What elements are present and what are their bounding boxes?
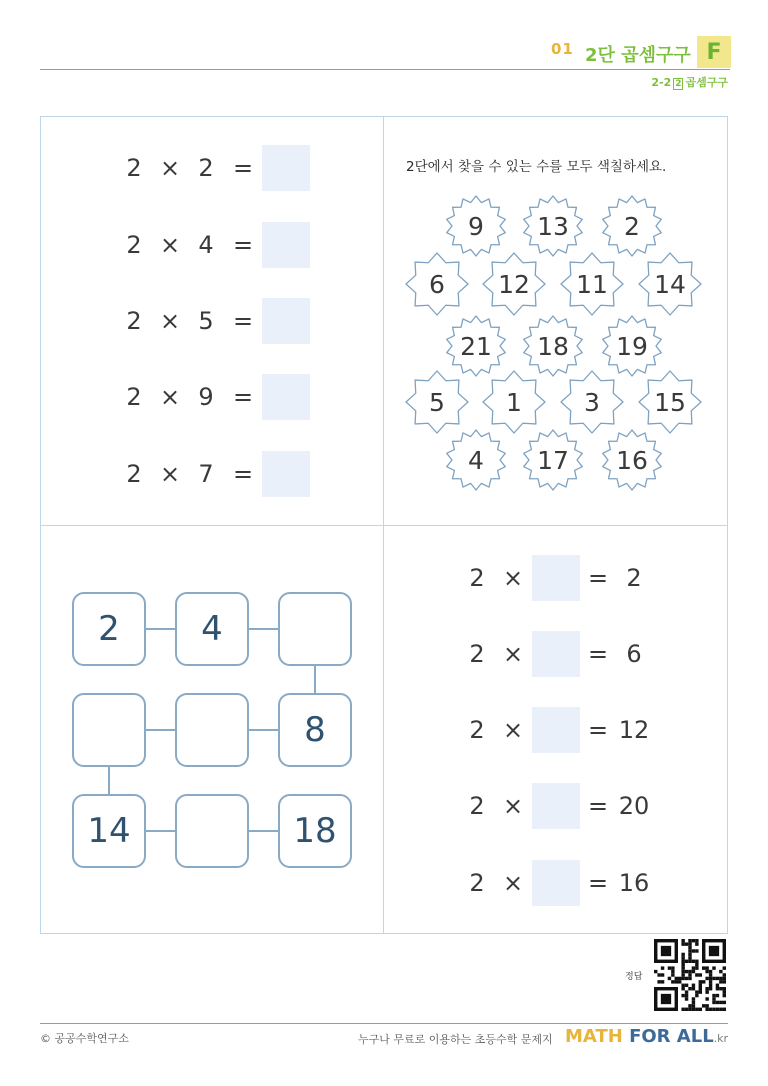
factor-b: 5: [198, 307, 214, 335]
star-number: 18: [537, 331, 569, 361]
path-cell-blank[interactable]: [175, 693, 249, 767]
level-badge: F: [697, 36, 731, 68]
times-sign: ×: [502, 792, 524, 820]
product: 20: [618, 792, 650, 820]
product: 2: [626, 564, 642, 592]
number-star[interactable]: [522, 315, 584, 377]
number-star[interactable]: [406, 253, 468, 315]
product: 16: [618, 869, 650, 897]
equation-row: [110, 145, 320, 191]
star-number: 19: [616, 331, 648, 361]
path-cell-blank[interactable]: [278, 592, 352, 666]
worksheet-title: 2단 곱셈구구: [585, 45, 691, 66]
path-cell-blank[interactable]: [175, 794, 249, 868]
star-number: 9: [468, 211, 484, 241]
equals-sign: =: [232, 231, 254, 259]
product: 12: [618, 716, 650, 744]
copyright-text: © 공공수학연구소: [40, 1032, 129, 1045]
equation-row: [110, 222, 320, 268]
times-sign: ×: [159, 460, 181, 488]
equation-row: [110, 298, 320, 344]
number-star[interactable]: [561, 253, 623, 315]
answer-box[interactable]: [532, 631, 580, 677]
equals-sign: =: [587, 564, 609, 592]
star-number: 17: [537, 445, 569, 475]
subtitle-prefix: 2-2: [651, 76, 672, 89]
answer-box[interactable]: [262, 222, 310, 268]
number-star[interactable]: [639, 253, 701, 315]
connector-line: [108, 766, 110, 795]
connector-line: [314, 665, 316, 694]
star-number: 2: [624, 211, 640, 241]
brand-part-forall: FOR ALL: [629, 1026, 714, 1047]
star-number: 5: [429, 387, 445, 417]
number-star[interactable]: [483, 253, 545, 315]
connector-line: [146, 729, 176, 731]
factor-a: 2: [126, 460, 142, 488]
star-number: 11: [576, 269, 608, 299]
number-star[interactable]: [445, 429, 507, 491]
factor-b: 9: [198, 383, 214, 411]
times-sign: ×: [502, 716, 524, 744]
answer-box[interactable]: [532, 707, 580, 753]
answer-box[interactable]: [262, 451, 310, 497]
number-star[interactable]: [445, 195, 507, 257]
star-number: 3: [584, 387, 600, 417]
brand-part-domain: .kr: [713, 1032, 729, 1045]
answer-label: 정답: [625, 972, 643, 982]
path-cell-blank[interactable]: [72, 693, 146, 767]
star-number: 4: [468, 445, 484, 475]
number-star[interactable]: [601, 429, 663, 491]
path-cell: 4: [175, 592, 249, 666]
footer-description: 누구나 무료로 이용하는 초등수학 문제지: [358, 1033, 553, 1046]
factor-b: 4: [198, 231, 214, 259]
equation-row: [455, 555, 675, 601]
times-sign: ×: [159, 231, 181, 259]
number-star[interactable]: [601, 315, 663, 377]
answer-box[interactable]: [532, 555, 580, 601]
times-sign: ×: [502, 640, 524, 668]
number-star[interactable]: [406, 371, 468, 433]
subtitle-suffix: 곱셈구구: [685, 76, 728, 89]
times-sign: ×: [159, 307, 181, 335]
worksheet-subtitle: [651, 74, 728, 90]
answer-box[interactable]: [262, 298, 310, 344]
connector-line: [249, 729, 279, 731]
times-sign: ×: [502, 869, 524, 897]
equals-sign: =: [232, 460, 254, 488]
equals-sign: =: [232, 307, 254, 335]
coloring-instruction: 2단에서 찾을 수 있는 수를 모두 색칠하세요.: [406, 159, 667, 175]
equals-sign: =: [587, 716, 609, 744]
answer-qr-code[interactable]: [654, 939, 726, 1011]
star-number: 12: [498, 269, 530, 299]
answer-box[interactable]: [262, 374, 310, 420]
factor-b: 2: [198, 154, 214, 182]
factor-a: 2: [126, 307, 142, 335]
star-number: 16: [616, 445, 648, 475]
number-star[interactable]: [445, 315, 507, 377]
unit-number: 01: [551, 40, 574, 58]
equation-row: [455, 783, 675, 829]
connector-line: [249, 830, 279, 832]
number-star[interactable]: [561, 371, 623, 433]
equals-sign: =: [587, 640, 609, 668]
footer-divider: [40, 1023, 728, 1024]
factor-a: 2: [126, 383, 142, 411]
factor-b: 7: [198, 460, 214, 488]
factor-a: 2: [126, 231, 142, 259]
equation-row: [110, 451, 320, 497]
equation-row: [455, 631, 675, 677]
times-sign: ×: [502, 564, 524, 592]
brand-part-math: MATH: [565, 1026, 623, 1047]
star-number: 13: [537, 211, 569, 241]
answer-box[interactable]: [262, 145, 310, 191]
times-sign: ×: [159, 154, 181, 182]
factor-a: 2: [469, 640, 485, 668]
equals-sign: =: [587, 792, 609, 820]
factor-a: 2: [126, 154, 142, 182]
star-number: 1: [506, 387, 522, 417]
equals-sign: =: [232, 154, 254, 182]
path-cell: 2: [72, 592, 146, 666]
product: 6: [626, 640, 642, 668]
connector-line: [249, 628, 279, 630]
grid-divider-horizontal: [40, 525, 728, 526]
factor-a: 2: [469, 792, 485, 820]
path-cell: 8: [278, 693, 352, 767]
subtitle-box: 2: [675, 79, 682, 89]
star-number: 6: [429, 269, 445, 299]
times-sign: ×: [159, 383, 181, 411]
factor-a: 2: [469, 564, 485, 592]
path-cell: 18: [278, 794, 352, 868]
factor-a: 2: [469, 716, 485, 744]
number-star[interactable]: [522, 429, 584, 491]
connector-line: [146, 628, 176, 630]
connector-line: [146, 830, 176, 832]
equals-sign: =: [232, 383, 254, 411]
number-star[interactable]: [483, 371, 545, 433]
factor-a: 2: [469, 869, 485, 897]
header-divider: [40, 69, 730, 70]
number-star[interactable]: [601, 195, 663, 257]
star-number: 14: [654, 269, 686, 299]
path-cell: 14: [72, 794, 146, 868]
number-star[interactable]: [639, 371, 701, 433]
star-number: 15: [654, 387, 686, 417]
answer-box[interactable]: [532, 783, 580, 829]
equation-row: [455, 860, 675, 906]
brand-logo: [565, 1026, 728, 1047]
equals-sign: =: [587, 869, 609, 897]
equation-row: [455, 707, 675, 753]
star-number: 21: [460, 331, 492, 361]
equation-row: [110, 374, 320, 420]
number-star[interactable]: [522, 195, 584, 257]
answer-box[interactable]: [532, 860, 580, 906]
